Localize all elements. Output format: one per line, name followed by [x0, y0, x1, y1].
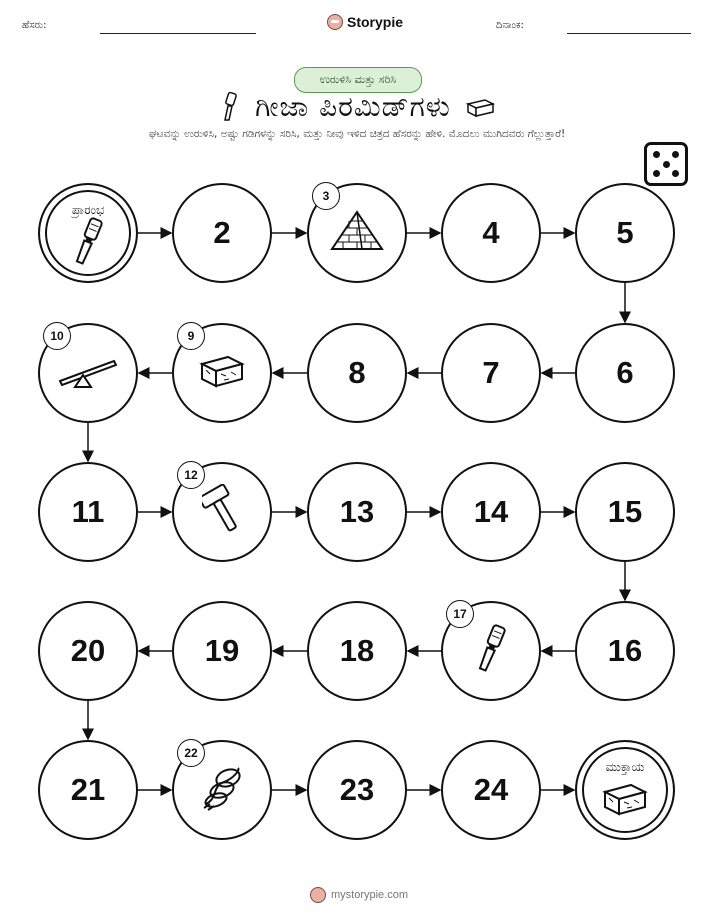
space-number-badge: 9	[177, 322, 205, 350]
page-title: ಗೀಜಾ ಪಿರಮಿಡ್‌ಗಳು	[255, 90, 451, 123]
board-space-12	[172, 462, 272, 562]
rope-icon	[198, 764, 246, 816]
space-number-badge: 22	[177, 739, 205, 767]
date-label: ದಿನಾಂಕ:	[496, 20, 524, 31]
board-space-5	[575, 183, 675, 283]
space-number: 24	[473, 772, 509, 807]
stone-block-icon	[601, 780, 649, 822]
start-label: ಪ್ರಾರಂಭ	[71, 203, 105, 217]
board-space-14	[441, 462, 541, 562]
board-space-8	[307, 323, 407, 423]
space-number: 21	[70, 772, 106, 807]
board-space-22	[172, 740, 272, 840]
finish-label: ಮುಕ್ತಾಯ	[605, 760, 645, 774]
footer	[310, 887, 408, 903]
space-number: 5	[616, 215, 634, 250]
hammer-icon	[202, 484, 242, 540]
finish-space	[575, 740, 675, 840]
board-space-19	[172, 601, 272, 701]
board-space-9	[172, 323, 272, 423]
board-space-23	[307, 740, 407, 840]
instructions: ಘಟವನ್ನು ಉರುಳಿಸಿ, ಅಷ್ಟು ಗಡಿಗಳನ್ನು ಸರಿಸಿ, ಮತ್ತು ನೀವು ಇಳಿದ ಚಿತ್ರದ ಹೆಸರನ್ನು ಹೇಳಿ. ಮೊದಲು ಮುಗಿದವರು ಗೆಲ್ಲುತ್ತಾರೆ!	[148, 128, 566, 140]
board-space-24	[441, 740, 541, 840]
start-space	[38, 183, 138, 283]
space-number: 20	[70, 633, 106, 668]
board-space-16	[575, 601, 675, 701]
board-space-21	[38, 740, 138, 840]
board-space-17	[441, 601, 541, 701]
board-space-10	[38, 323, 138, 423]
space-number: 11	[71, 494, 105, 529]
space-number-badge: 12	[177, 461, 205, 489]
space-number: 6	[616, 355, 634, 390]
chisel-icon	[68, 216, 108, 272]
space-number: 4	[482, 215, 500, 250]
space-number: 19	[204, 633, 240, 668]
board-space-4	[441, 183, 541, 283]
space-number: 13	[339, 494, 375, 529]
space-number-badge: 17	[446, 600, 474, 628]
brand-name: Storypie	[347, 14, 404, 30]
board-space-2	[172, 183, 272, 283]
space-number: 16	[607, 633, 643, 668]
space-number: 8	[348, 355, 366, 390]
footer-site: mystorypie.com	[331, 889, 409, 901]
board-space-11	[38, 462, 138, 562]
storypie-logo-icon	[310, 887, 326, 903]
space-number: 14	[473, 494, 509, 529]
name-label: ಹೆಸರು:	[22, 20, 47, 31]
board-space-6	[575, 323, 675, 423]
space-number: 7	[482, 355, 500, 390]
board-space-13	[307, 462, 407, 562]
space-number-badge: 10	[43, 322, 71, 350]
lever-icon	[56, 353, 120, 393]
board-space-15	[575, 462, 675, 562]
activity-type-pill: ಉರುಳಿಸಿ ಮತ್ತು ಸರಿಸಿ	[294, 67, 422, 93]
space-number: 15	[607, 494, 643, 529]
board-space-18	[307, 601, 407, 701]
space-number: 18	[339, 633, 375, 668]
chisel-icon	[471, 623, 511, 679]
pyramid-icon	[329, 209, 385, 257]
stone-block-icon	[198, 352, 246, 394]
space-number: 2	[213, 215, 231, 250]
space-number: 23	[339, 772, 375, 807]
board-space-20	[38, 601, 138, 701]
board-space-3	[307, 183, 407, 283]
space-number-badge: 3	[312, 182, 340, 210]
board-space-7	[441, 323, 541, 423]
